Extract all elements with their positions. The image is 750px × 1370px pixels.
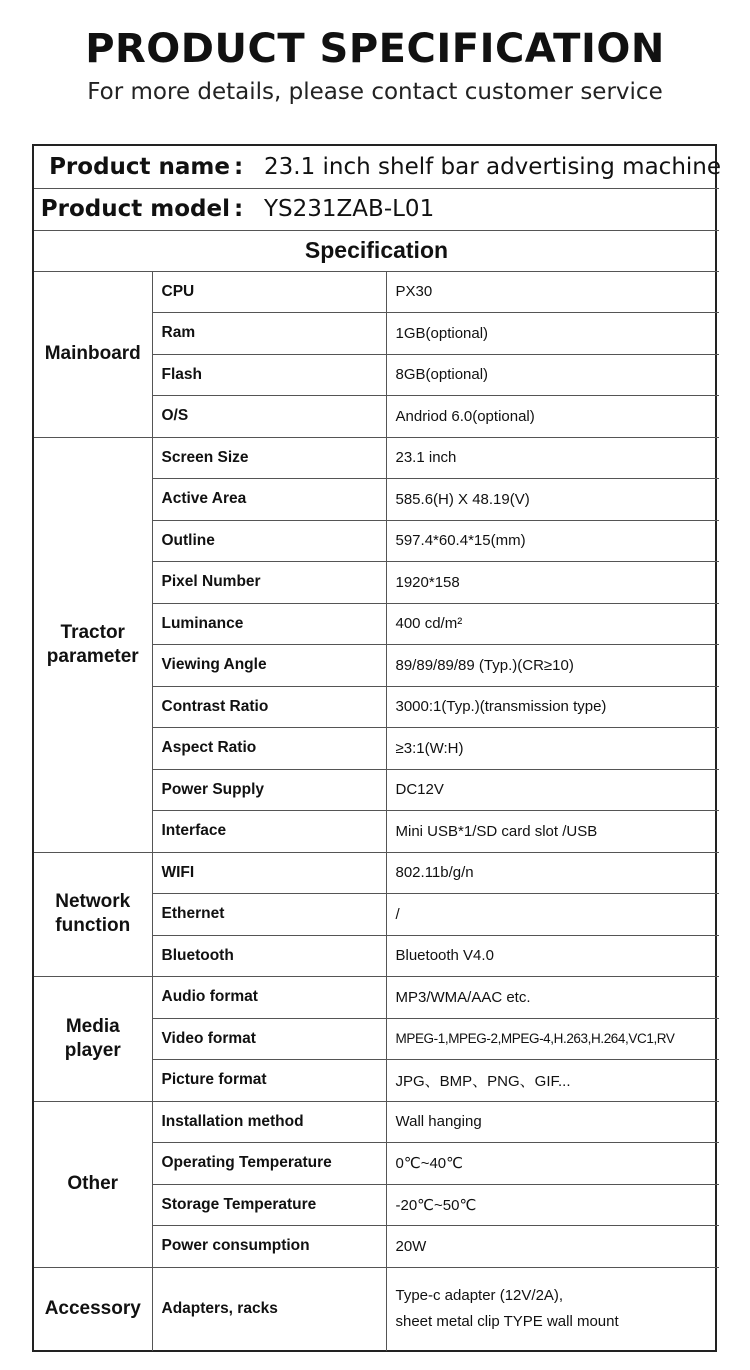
product-model-value: YS231ZAB-L01 [264,196,435,222]
page-subtitle: For more details, please contact customer service [87,79,663,105]
spec-value: 1920*158 [386,562,719,604]
spec-row-wifi [34,852,719,894]
spec-key: Power Supply [152,769,386,811]
group-label-media-player [34,977,152,1102]
group-label-word: Mainboard [44,343,141,364]
spec-value: Andriod 6.0(optional) [386,396,719,438]
spec-key: Power consumption [152,1226,386,1268]
spec-value: 0℃~40℃ [386,1143,719,1185]
spec-value: 8GB(optional) [386,354,719,396]
spec-value: 20W [386,1226,719,1268]
spec-key: Storage Temperature [152,1184,386,1226]
group-label-word: function [55,915,131,937]
page-title: PRODUCT SPECIFICATION [85,26,665,72]
spec-key: Ethernet [152,894,386,936]
spec-key: Ram [152,313,386,355]
spec-key: Screen Size [152,437,386,479]
spec-key: Flash [152,354,386,396]
product-model-row [34,188,719,230]
spec-value: Mini USB*1/SD card slot /USB [386,811,719,853]
spec-row-installation-method [34,1101,719,1143]
spec-value: / [386,894,719,936]
spec-key: CPU [152,271,386,313]
spec-key: Luminance [152,603,386,645]
spec-key: Video format [152,1018,386,1060]
product-model-separator: : [234,196,244,222]
spec-value: 400 cd/m² [386,603,719,645]
group-label-mainboard [34,271,152,437]
group-label-word: parameter [46,645,139,667]
spec-row-screen-size [34,437,719,479]
spec-value: Bluetooth V4.0 [386,935,719,977]
spec-key: Interface [152,811,386,853]
spec-key: Operating Temperature [152,1143,386,1185]
group-label-word: Accessory [44,1298,141,1320]
spec-value: PX30 [386,271,719,313]
spec-table [32,144,722,1352]
spec-value: ≥3:1(W:H) [386,728,719,770]
spec-value: Wall hanging [386,1101,719,1143]
spec-key: Active Area [152,479,386,521]
group-label-other [34,1101,152,1267]
spec-value: 802.11b/g/n [386,852,719,894]
spec-value: MP3/WMA/AAC etc. [386,977,719,1019]
spec-row-cpu [34,271,719,313]
spec-key: Aspect Ratio [152,728,386,770]
spec-row-audio-format [34,977,719,1019]
spec-key: Contrast Ratio [152,686,386,728]
spec-heading: Specification [34,230,719,271]
spec-key: Pixel Number [152,562,386,604]
spec-value-line: sheet metal clip TYPE wall mount [395,1313,619,1331]
spec-value: 89/89/89/89 (Typ.)(CR≥10) [386,645,719,687]
group-label-network-function [34,852,152,977]
group-label-word: Network [55,891,131,913]
group-label-word: Other [67,1173,119,1194]
spec-key: Audio format [152,977,386,1019]
group-label-word: player [64,1039,121,1061]
spec-key: O/S [152,396,386,438]
spec-value [386,1267,719,1351]
spec-value: -20℃~50℃ [386,1184,719,1226]
spec-key: Viewing Angle [152,645,386,687]
spec-key: Installation method [152,1101,386,1143]
spec-row-adapters-racks [34,1267,719,1351]
product-name-label: Product name [49,153,230,180]
group-label-word: Media [65,1015,120,1037]
group-label-word: Tractor [60,621,125,643]
spec-value: 23.1 inch [386,437,719,479]
group-label-accessory [34,1267,152,1351]
spec-value: DC12V [386,769,719,811]
product-name-separator: : [234,153,244,180]
spec-value: 585.6(H) X 48.19(V) [386,479,719,521]
spec-value: 3000:1(Typ.)(transmission type) [386,686,719,728]
spec-key: Outline [152,520,386,562]
product-name-value: 23.1 inch shelf bar advertising machine [264,153,722,180]
spec-value: MPEG-1,MPEG-2,MPEG-4,H.263,H.264,VC1,RV [386,1018,719,1060]
group-label-tractor-parameter [34,437,152,852]
spec-value-line: Type-c adapter (12V/2A), [395,1287,564,1305]
spec-heading-row [34,230,719,271]
spec-value: 1GB(optional) [386,313,719,355]
spec-key: Bluetooth [152,935,386,977]
spec-key: Picture format [152,1060,386,1102]
product-name-row [34,146,719,188]
spec-key: Adapters, racks [152,1267,386,1351]
spec-value: 597.4*60.4*15(mm) [386,520,719,562]
product-model-label: Product model [40,196,230,222]
spec-key: WIFI [152,852,386,894]
spec-value: JPG、BMP、PNG、GIF... [386,1060,719,1102]
